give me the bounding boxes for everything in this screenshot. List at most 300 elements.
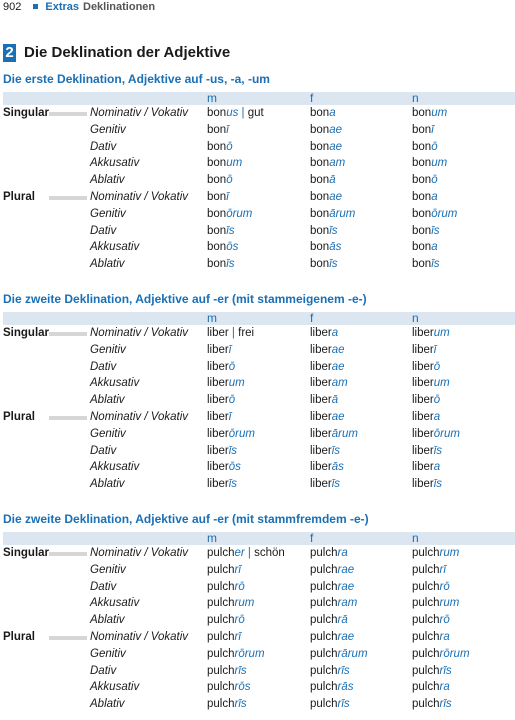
table-row — [3, 629, 515, 646]
form-cell-f — [310, 375, 348, 392]
table-row — [3, 392, 515, 409]
word-stem: liber — [310, 377, 332, 390]
word-ending: rae — [337, 630, 355, 643]
word-stem: liber — [207, 461, 229, 474]
word-ending: ōrum — [226, 207, 253, 220]
word-stem: liber — [412, 444, 434, 457]
word-ending: īs — [331, 478, 341, 491]
word-ending: um — [433, 377, 450, 390]
word-stem: liber — [412, 377, 434, 390]
word-ending: a — [329, 107, 336, 119]
word-ending: īs — [329, 258, 338, 271]
word-stem: liber — [412, 394, 434, 407]
case-label: Nominativ / Vokativ — [90, 410, 188, 423]
form-cell-m — [207, 579, 245, 596]
word-stem: pulch — [207, 614, 235, 627]
table-row — [3, 122, 515, 139]
form-cell-m — [207, 392, 235, 409]
form-cell-f — [310, 545, 348, 562]
divider-bar — [49, 636, 87, 640]
chapter-number: 2 — [3, 44, 16, 62]
table-row — [3, 459, 515, 476]
form-cell-f — [310, 239, 341, 256]
word-stem: pulch — [412, 614, 440, 627]
column-header — [3, 532, 515, 545]
word-stem: bon — [310, 123, 330, 136]
word-stem: liber — [412, 343, 434, 356]
word-stem: bon — [412, 174, 432, 187]
header-subsection: Deklinationen — [83, 1, 156, 13]
word-stem: liber — [412, 410, 434, 423]
word-ending: rae — [337, 563, 355, 576]
number-label: Plural — [3, 190, 35, 203]
word-stem: liber — [207, 427, 229, 440]
form-cell-m — [207, 139, 233, 156]
form-cell-m — [207, 679, 250, 696]
divider-bar — [49, 416, 87, 420]
word-stem: liber — [207, 410, 229, 423]
col-header-f: f — [310, 531, 314, 545]
table-row — [3, 239, 515, 256]
table-row — [3, 562, 515, 579]
word-stem: liber — [412, 427, 434, 440]
case-label: Dativ — [90, 140, 117, 153]
divider-bar — [49, 112, 87, 116]
word-stem: pulch — [310, 647, 338, 660]
case-label: Nominativ / Vokativ — [90, 327, 188, 339]
word-stem: bon — [310, 224, 330, 237]
table-row — [3, 696, 515, 713]
case-label: Genitiv — [90, 563, 126, 576]
form-cell-f — [310, 562, 354, 579]
form-cell-n — [412, 375, 450, 392]
word-ending: rīs — [337, 698, 350, 711]
word-stem: pulch — [207, 597, 235, 610]
form-cell-f — [310, 663, 350, 680]
case-label: Dativ — [90, 444, 117, 457]
word-stem: bon — [207, 107, 227, 119]
word-stem: pulch — [412, 664, 440, 677]
word-stem: pulch — [310, 664, 338, 677]
form-cell-n — [412, 629, 450, 646]
word-stem: bon — [412, 258, 432, 271]
word-stem: bon — [310, 190, 330, 203]
word-ending: er — [234, 547, 245, 559]
form-cell-n — [412, 545, 459, 562]
form-cell-m — [207, 545, 285, 562]
word-ending: ae — [329, 190, 342, 203]
word-ending: rō — [234, 580, 245, 593]
form-cell-n — [412, 105, 447, 122]
word-ending: ārum — [329, 207, 356, 220]
form-cell-m — [207, 459, 241, 476]
form-cell-f — [310, 105, 336, 122]
word-ending: rī — [234, 563, 241, 576]
word-stem: pulch — [412, 597, 440, 610]
col-header-m: m — [207, 91, 217, 105]
word-ending: īs — [433, 444, 443, 457]
word-stem: liber — [207, 327, 229, 339]
word-ending: rīs — [439, 698, 452, 711]
translation: gut — [247, 107, 264, 119]
form-cell-m — [207, 155, 242, 172]
word-ending: ōs — [228, 461, 241, 474]
form-cell-m — [207, 172, 233, 189]
word-stem: liber — [310, 327, 332, 339]
word-stem: bon — [412, 107, 432, 119]
form-cell-f — [310, 189, 342, 206]
word-stem: bon — [207, 140, 227, 153]
form-cell-f — [310, 122, 342, 139]
case-label: Nominativ / Vokativ — [90, 630, 188, 643]
form-cell-f — [310, 392, 338, 409]
form-cell-f — [310, 459, 344, 476]
case-label: Akkusativ — [90, 377, 140, 390]
word-ending: um — [433, 327, 450, 339]
word-stem: bon — [310, 258, 330, 271]
word-ending: ae — [329, 123, 342, 136]
word-stem: liber — [207, 444, 229, 457]
word-stem: liber — [207, 478, 229, 491]
word-ending: ī — [226, 190, 229, 203]
block-title: Die zweite Deklination, Adjektive auf -er (mit stammfremdem -e-) — [3, 512, 369, 526]
table-row — [3, 172, 515, 189]
case-label: Genitiv — [90, 427, 126, 440]
form-cell-m — [207, 375, 245, 392]
divider-bar — [49, 196, 87, 200]
word-stem: pulch — [207, 698, 235, 711]
word-ending: ra — [337, 547, 348, 559]
block-title: Die zweite Deklination, Adjektive auf -er (mit stammeigenem -e-) — [3, 292, 367, 306]
case-label: Akkusativ — [90, 681, 140, 694]
word-stem: pulch — [207, 664, 235, 677]
form-cell-n — [412, 325, 450, 342]
form-cell-m — [207, 223, 235, 240]
form-cell-m — [207, 612, 245, 629]
word-stem: bon — [310, 157, 330, 170]
form-cell-f — [310, 476, 340, 493]
declension-block-2 — [3, 290, 515, 493]
word-stem: pulch — [310, 597, 338, 610]
word-ending: ārum — [331, 427, 358, 440]
form-cell-n — [412, 342, 436, 359]
table-row — [3, 443, 515, 460]
block-title: Die erste Deklination, Adjektive auf -us, -a, -um — [3, 72, 270, 86]
form-cell-f — [310, 443, 340, 460]
table-row — [3, 595, 515, 612]
word-ending: um — [431, 157, 448, 170]
word-ending: rās — [337, 681, 354, 694]
number-label: Singular — [3, 107, 50, 119]
form-cell-n — [412, 139, 438, 156]
form-cell-n — [412, 663, 452, 680]
table-row — [3, 256, 515, 273]
form-cell-f — [310, 612, 348, 629]
declension-block-1 — [3, 70, 515, 273]
word-stem: pulch — [207, 630, 235, 643]
word-stem: pulch — [207, 563, 235, 576]
form-cell-f — [310, 629, 354, 646]
form-cell-m — [207, 105, 264, 122]
word-stem: bon — [207, 207, 227, 220]
word-ending: ae — [331, 343, 345, 356]
word-ending: us — [226, 107, 239, 119]
word-ending: īs — [433, 478, 443, 491]
word-ending: ram — [337, 597, 358, 610]
form-cell-f — [310, 206, 355, 223]
word-stem: pulch — [310, 681, 338, 694]
form-cell-m — [207, 426, 255, 443]
case-label: Ablativ — [90, 478, 125, 491]
table-row — [3, 646, 515, 663]
word-stem: bon — [207, 157, 227, 170]
col-header-f: f — [310, 91, 314, 105]
word-ending: ra — [439, 630, 450, 643]
form-cell-f — [310, 646, 368, 663]
word-stem: bon — [207, 241, 227, 254]
word-ending: ōrum — [228, 427, 255, 440]
case-label: Ablativ — [90, 394, 125, 407]
word-ending: ī — [431, 123, 434, 136]
word-ending: a — [431, 241, 438, 254]
word-stem: pulch — [310, 547, 338, 559]
word-ending: rō — [439, 580, 450, 593]
col-header-n: n — [412, 531, 419, 545]
word-ending: um — [431, 107, 448, 119]
chapter-title: Die Deklination der Adjektive — [24, 44, 231, 61]
word-stem: bon — [310, 241, 330, 254]
word-ending: ī — [228, 410, 232, 423]
form-cell-n — [412, 646, 470, 663]
word-ending: ae — [331, 360, 345, 373]
col-header-m: m — [207, 311, 217, 325]
column-header — [3, 92, 515, 105]
form-cell-f — [310, 409, 345, 426]
case-label: Dativ — [90, 580, 117, 593]
word-ending: ra — [439, 681, 450, 694]
word-stem: bon — [207, 174, 227, 187]
word-ending: rō — [439, 614, 450, 627]
form-cell-n — [412, 409, 440, 426]
case-label: Nominativ / Vokativ — [90, 190, 188, 203]
word-stem: pulch — [412, 681, 440, 694]
word-ending: ō — [431, 140, 438, 153]
form-cell-n — [412, 562, 446, 579]
word-ending: īs — [228, 444, 238, 457]
form-cell-m — [207, 206, 252, 223]
form-cell-f — [310, 696, 350, 713]
word-ending: ī — [433, 343, 437, 356]
table-row — [3, 139, 515, 156]
word-stem: liber — [310, 410, 332, 423]
form-cell-f — [310, 256, 338, 273]
case-label: Akkusativ — [90, 241, 140, 254]
word-ending: rārum — [337, 647, 368, 660]
word-ending: rā — [337, 614, 348, 627]
page-header — [3, 0, 155, 14]
form-cell-n — [412, 256, 440, 273]
declension-rows — [3, 105, 515, 273]
form-cell-m — [207, 256, 235, 273]
word-stem: bon — [412, 140, 432, 153]
form-cell-n — [412, 359, 440, 376]
form-cell-f — [310, 579, 354, 596]
table-row — [3, 375, 515, 392]
word-stem: bon — [412, 207, 432, 220]
form-cell-f — [310, 342, 345, 359]
number-label: Singular — [3, 327, 50, 339]
word-ending: am — [331, 377, 348, 390]
pipe-separator: | — [244, 547, 255, 559]
word-stem: liber — [310, 360, 332, 373]
word-stem: liber — [310, 461, 332, 474]
form-cell-n — [412, 172, 438, 189]
word-ending: rōrum — [234, 647, 265, 660]
table-row — [3, 579, 515, 596]
case-label: Akkusativ — [90, 157, 140, 170]
form-cell-m — [207, 562, 241, 579]
case-label: Genitiv — [90, 343, 126, 356]
case-label: Nominativ / Vokativ — [90, 547, 188, 559]
word-ending: ī — [228, 343, 232, 356]
translation: schön — [254, 547, 285, 559]
word-ending: īs — [226, 258, 235, 271]
form-cell-n — [412, 122, 434, 139]
word-ending: ō — [228, 360, 236, 373]
case-label: Genitiv — [90, 123, 126, 136]
table-row — [3, 359, 515, 376]
word-ending: ō — [433, 360, 441, 373]
word-stem: bon — [310, 140, 330, 153]
word-stem: pulch — [207, 681, 235, 694]
table-row — [3, 342, 515, 359]
word-stem: liber — [412, 327, 434, 339]
divider-bar — [49, 332, 87, 336]
form-cell-n — [412, 155, 447, 172]
word-ending: rum — [439, 547, 460, 559]
word-ending: īs — [431, 258, 440, 271]
word-stem: bon — [310, 207, 330, 220]
word-stem: bon — [310, 174, 330, 187]
word-stem: bon — [412, 241, 432, 254]
page-number: 902 — [3, 1, 22, 13]
word-ending: rōs — [234, 681, 251, 694]
form-cell-f — [310, 359, 345, 376]
form-cell-m — [207, 663, 247, 680]
word-stem: pulch — [207, 547, 235, 559]
word-stem: bon — [207, 190, 227, 203]
word-ending: ō — [226, 174, 233, 187]
word-ending: um — [228, 377, 245, 390]
word-ending: ōrum — [433, 427, 460, 440]
word-stem: liber — [310, 427, 332, 440]
form-cell-n — [412, 595, 459, 612]
word-ending: rī — [439, 563, 446, 576]
word-stem: pulch — [207, 580, 235, 593]
form-cell-m — [207, 476, 237, 493]
word-stem: pulch — [412, 580, 440, 593]
form-cell-m — [207, 325, 254, 342]
word-stem: pulch — [412, 647, 440, 660]
table-row — [3, 612, 515, 629]
word-ending: rīs — [234, 664, 247, 677]
form-cell-f — [310, 155, 345, 172]
word-ending: a — [331, 327, 339, 339]
case-label: Dativ — [90, 224, 117, 237]
word-stem: bon — [412, 157, 432, 170]
case-label: Dativ — [90, 664, 117, 677]
word-stem: pulch — [310, 630, 338, 643]
translation: frei — [238, 327, 255, 339]
number-label: Plural — [3, 410, 35, 423]
form-cell-m — [207, 595, 254, 612]
word-ending: a — [431, 190, 438, 203]
pipe-separator: | — [228, 327, 239, 339]
word-ending: ās — [331, 461, 344, 474]
declension-rows — [3, 545, 515, 713]
word-stem: bon — [207, 123, 227, 136]
word-stem: liber — [412, 461, 434, 474]
pipe-separator: | — [238, 107, 248, 119]
form-cell-f — [310, 679, 353, 696]
form-cell-m — [207, 409, 231, 426]
word-stem: liber — [310, 478, 332, 491]
form-cell-n — [412, 579, 450, 596]
word-stem: pulch — [412, 563, 440, 576]
word-ending: rōrum — [439, 647, 470, 660]
word-stem: bon — [412, 224, 432, 237]
case-label: Dativ — [90, 360, 117, 373]
table-row — [3, 325, 515, 342]
word-stem: pulch — [207, 647, 235, 660]
word-stem: liber — [207, 394, 229, 407]
word-ending: am — [329, 157, 346, 170]
word-stem: liber — [310, 394, 332, 407]
form-cell-n — [412, 426, 460, 443]
word-stem: bon — [412, 190, 432, 203]
chapter-heading — [3, 44, 230, 62]
word-ending: rum — [439, 597, 460, 610]
word-stem: liber — [207, 343, 229, 356]
word-ending: īs — [228, 478, 238, 491]
word-ending: īs — [226, 224, 235, 237]
word-stem: pulch — [412, 630, 440, 643]
form-cell-f — [310, 595, 357, 612]
table-row — [3, 223, 515, 240]
word-ending: ōrum — [431, 207, 458, 220]
form-cell-m — [207, 696, 247, 713]
form-cell-f — [310, 172, 336, 189]
form-cell-m — [207, 189, 229, 206]
form-cell-m — [207, 239, 238, 256]
table-row — [3, 476, 515, 493]
word-stem: liber — [310, 343, 332, 356]
divider-bar — [49, 552, 87, 556]
form-cell-f — [310, 223, 338, 240]
form-cell-n — [412, 443, 442, 460]
word-ending: ō — [433, 394, 441, 407]
case-label: Ablativ — [90, 698, 125, 711]
form-cell-f — [310, 426, 358, 443]
col-header-n: n — [412, 91, 419, 105]
word-ending: rae — [337, 580, 355, 593]
number-label: Plural — [3, 630, 35, 643]
word-ending: rum — [234, 597, 255, 610]
word-ending: rīs — [234, 698, 247, 711]
word-stem: bon — [310, 107, 330, 119]
word-ending: rī — [234, 630, 241, 643]
col-header-f: f — [310, 311, 314, 325]
